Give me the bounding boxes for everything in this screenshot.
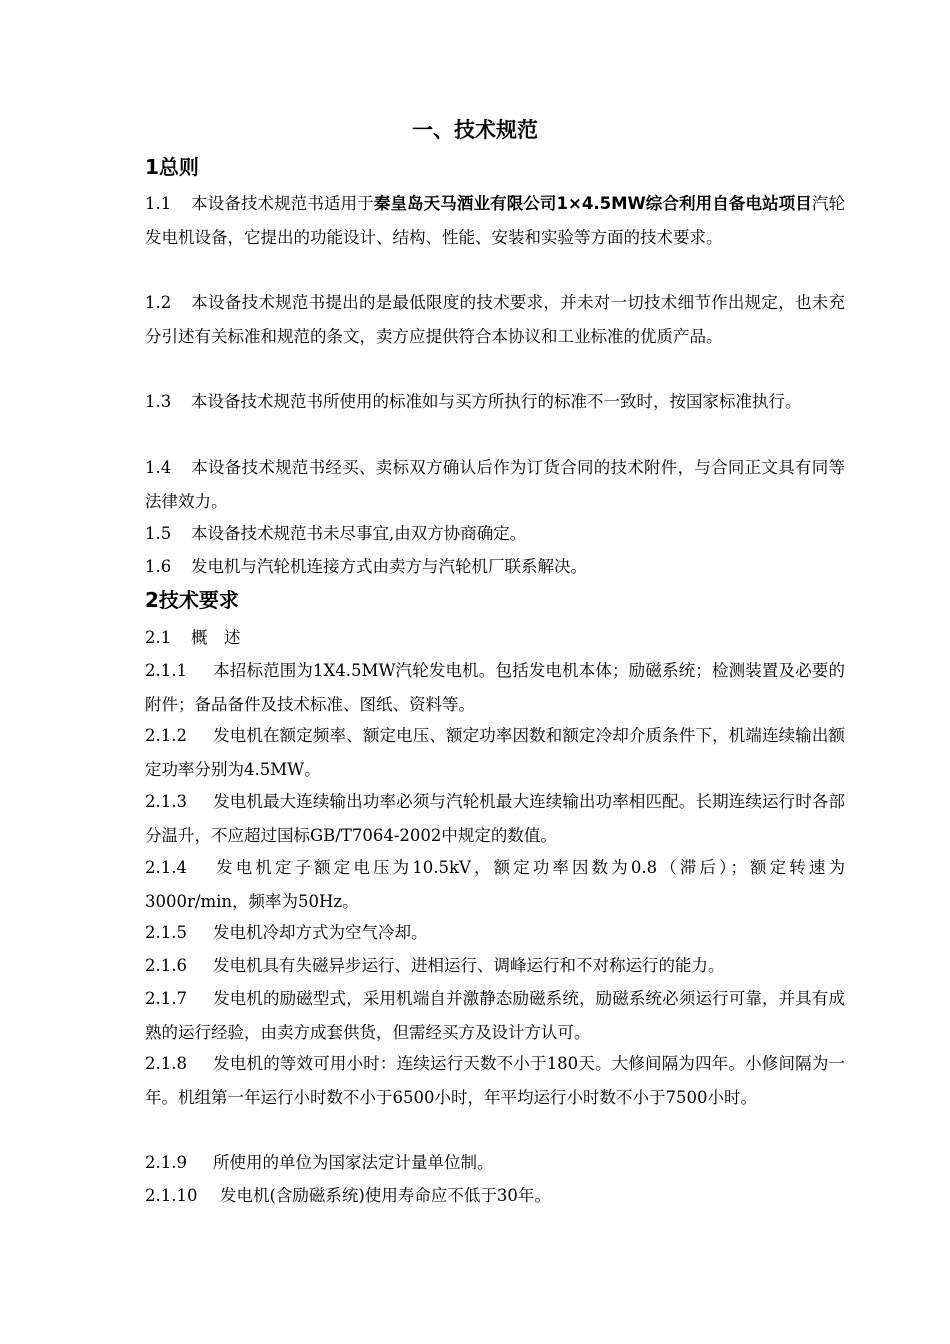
clause-1-6 xyxy=(145,550,845,584)
clause-text: 发电机在额定频率、额定电压、额定功率因数和额定冷却介质条件下，机端连续输出额定功率分别为4.5MW。 xyxy=(145,726,845,779)
clause-2-1-4 xyxy=(145,851,845,918)
document-title: 一、技术规范 xyxy=(412,118,538,142)
clause-number: 2.1.10 xyxy=(145,1186,198,1205)
clause-2-1-3 xyxy=(145,785,845,852)
clause-text: 发电机与汽轮机连接方式由卖方与汽轮机厂联系解决。 xyxy=(191,557,587,576)
clause-text: 发电机的励磁型式，采用机端自并激静态励磁系统，励磁系统必须运行可靠，并具有成熟的运行经验，由卖方成套供货，但需经买方及设计方认可。 xyxy=(145,989,845,1042)
clause-2-1-10 xyxy=(145,1179,845,1213)
clause-text: 发电机冷却方式为空气冷却。 xyxy=(213,923,428,942)
clause-2-1-9 xyxy=(145,1146,845,1180)
clause-1-1 xyxy=(145,187,845,254)
clause-text: 本设备技术规范书提出的是最低限度的技术要求，并未对一切技术细节作出规定，也未充分引述有关标准和规范的条文，卖方应提供符合本协议和工业标准的优质产品。 xyxy=(145,293,845,346)
clause-1-5 xyxy=(145,517,845,551)
project-name: 秦皇岛天马酒业有限公司1×4.5MW综合利用自备电站项目 xyxy=(373,194,812,213)
clause-number: 2.1.4 xyxy=(145,858,187,877)
clause-number: 2.1.6 xyxy=(145,956,187,975)
clause-number: 2.1.7 xyxy=(145,989,187,1008)
clause-text: 所使用的单位为国家法定计量单位制。 xyxy=(213,1153,494,1172)
clause-number: 1.6 xyxy=(145,557,172,576)
clause-1-2 xyxy=(145,286,845,353)
clause-2-1-7 xyxy=(145,982,845,1049)
clause-number: 2.1.2 xyxy=(145,726,187,745)
clause-text: 概 述 xyxy=(191,628,241,647)
clause-number: 2.1.1 xyxy=(145,661,187,680)
clause-2-1-6 xyxy=(145,949,845,983)
clause-text: 本招标范围为1X4.5MW汽轮发电机。包括发电机本体；励磁系统；检测装置及必要的附件；备品备件及技术标准、图纸、资料等。 xyxy=(145,661,845,714)
clause-number: 2.1 xyxy=(145,628,172,647)
clause-text: 本设备技术规范书适用于 xyxy=(191,194,374,213)
clause-2-1-2 xyxy=(145,719,845,786)
clause-text: 本设备技术规范书未尽事宜,由双方协商确定。 xyxy=(191,524,527,543)
clause-text: 本设备技术规范书经买、卖标双方确认后作为订货合同的技术附件，与合同正文具有同等法律效力。 xyxy=(145,458,845,511)
clause-number: 1.2 xyxy=(145,293,172,312)
clause-2-1-1 xyxy=(145,654,845,721)
clause-number: 1.4 xyxy=(145,458,172,477)
clause-text: 发电机(含励磁系统)使用寿命应不低于30年。 xyxy=(220,1186,551,1205)
clause-text: 发电机的等效可用小时：连续运行天数不小于180天。大修间隔为四年。小修间隔为一年。机组第一年运行小时数不小于6500小时，年平均运行小时数不小于7500小时。 xyxy=(145,1054,845,1107)
clause-number: 1.5 xyxy=(145,524,172,543)
section-heading-general: 1总则 xyxy=(145,155,199,179)
clause-number: 1.1 xyxy=(145,194,172,213)
clause-text: 发电机具有失磁异步运行、进相运行、调峰运行和不对称运行的能力。 xyxy=(213,956,725,975)
section-heading-technical: 2技术要求 xyxy=(145,588,239,612)
clause-text: 汽轮发电机设备，它提出的功能设计、结构、性能、安装和实验等方面的技术要求。 xyxy=(145,194,846,247)
clause-number: 2.1.9 xyxy=(145,1153,187,1172)
clause-text: 本设备技术规范书所使用的标准如与买方所执行的标准不一致时，按国家标准执行。 xyxy=(191,392,802,411)
clause-1-3 xyxy=(145,385,845,419)
clause-number: 2.1.5 xyxy=(145,923,187,942)
clause-text: 发电机定子额定电压为10.5kV，额定功率因数为0.8（滞后）；额定转速为3000r/min，频率为50Hz。 xyxy=(145,858,845,911)
clause-2-1-8 xyxy=(145,1047,845,1114)
clause-number: 1.3 xyxy=(145,392,172,411)
clause-1-4 xyxy=(145,451,845,518)
clause-text: 发电机最大连续输出功率必须与汽轮机最大连续输出功率相匹配。长期连续运行时各部分温升，不应超过国标GB/T7064-2002中规定的数值。 xyxy=(145,792,845,845)
clause-number: 2.1.8 xyxy=(145,1054,187,1073)
clause-2-1 xyxy=(145,621,845,655)
clause-2-1-5 xyxy=(145,916,845,950)
clause-number: 2.1.3 xyxy=(145,792,187,811)
